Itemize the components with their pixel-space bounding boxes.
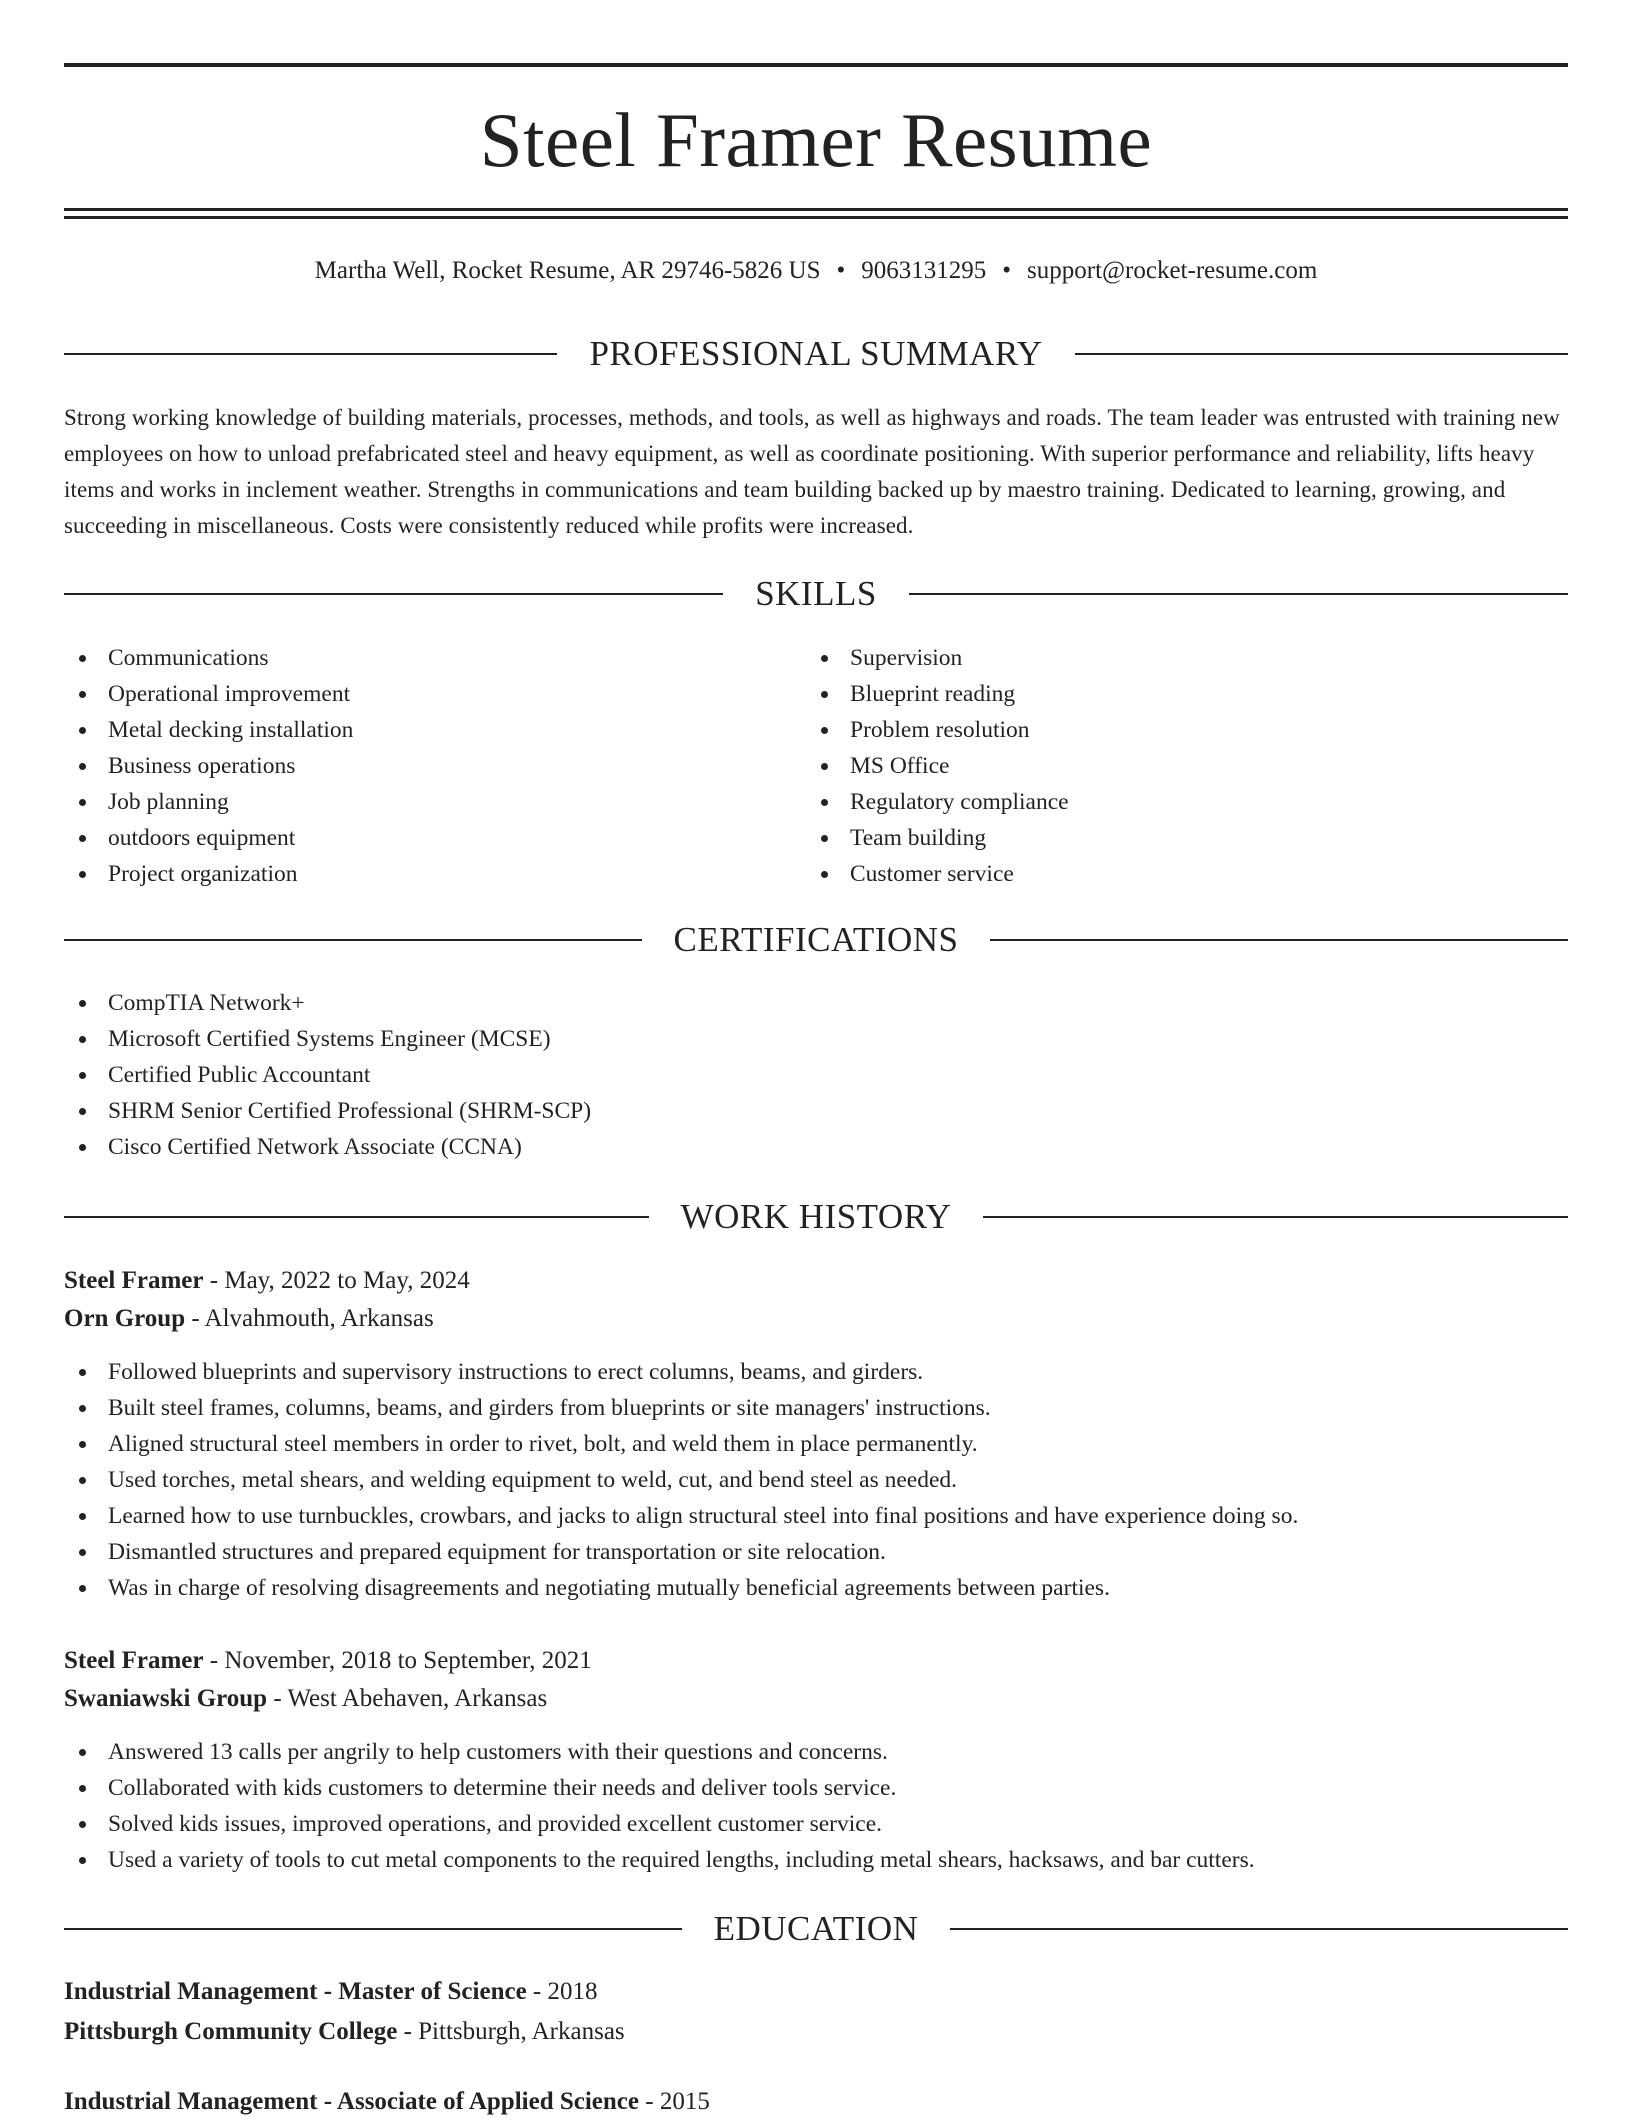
certification-item: SHRM Senior Certified Professional (SHRM-SCP) xyxy=(64,1093,1568,1129)
job-bullet: Built steel frames, columns, beams, and girders from blueprints or site managers' instructions. xyxy=(64,1390,1568,1426)
job-dates: - May, 2022 to May, 2024 xyxy=(203,1267,470,1294)
job-company: Orn Group xyxy=(64,1305,186,1332)
job-bullets xyxy=(64,1734,1568,1878)
job-bullet: Aligned structural steel members in order to rivet, bolt, and weld them in place permanently. xyxy=(64,1426,1568,1462)
skill-item: Team building xyxy=(806,820,1546,856)
section-rule xyxy=(64,593,723,595)
section-header-skills xyxy=(64,572,1568,616)
job-location: - West Abehaven, Arkansas xyxy=(267,1685,548,1712)
section-title: SKILLS xyxy=(755,574,877,613)
section-rule xyxy=(64,1216,649,1218)
section-rule xyxy=(909,593,1568,595)
job-location: - Alvahmouth, Arkansas xyxy=(185,1305,434,1332)
education-school-line xyxy=(64,2014,1568,2050)
contact-email: support@rocket-resume.com xyxy=(1027,257,1318,284)
certification-item: Microsoft Certified Systems Engineer (MCSE) xyxy=(64,1021,1568,1057)
skills-list-right xyxy=(806,640,1546,892)
certification-item: Certified Public Accountant xyxy=(64,1057,1568,1093)
job-title-line xyxy=(64,1643,1568,1679)
top-rule xyxy=(64,63,1568,67)
job-bullet: Collaborated with kids customers to determine their needs and deliver tools service. xyxy=(64,1770,1568,1806)
contact-phone: 9063131295 xyxy=(861,257,987,284)
skill-item: Communications xyxy=(64,640,804,676)
title-rule-lower xyxy=(64,216,1568,219)
skills-list-left xyxy=(64,640,804,892)
job-title: Steel Framer xyxy=(64,1647,204,1674)
section-rule xyxy=(983,1216,1568,1218)
skill-item: Blueprint reading xyxy=(806,676,1546,712)
section-rule xyxy=(990,939,1568,941)
skill-item: Customer service xyxy=(806,856,1546,892)
job-company-line xyxy=(64,1681,1568,1717)
education-degree-line xyxy=(64,1974,1568,2010)
education-degree: Industrial Management - Associate of Applied Science xyxy=(64,2088,639,2115)
section-title: WORK HISTORY xyxy=(680,1197,952,1236)
job-bullets xyxy=(64,1354,1568,1606)
skill-item: MS Office xyxy=(806,748,1546,784)
section-title: EDUCATION xyxy=(713,1909,919,1948)
education-degree-line xyxy=(64,2084,1568,2120)
skill-item: Project organization xyxy=(64,856,804,892)
job-bullet: Learned how to use turnbuckles, crowbars, and jacks to align structural steel into final positions and have experience doing so. xyxy=(64,1498,1568,1534)
skill-item: Business operations xyxy=(64,748,804,784)
section-rule xyxy=(64,1928,682,1930)
section-header-education xyxy=(64,1907,1568,1951)
skill-item: outdoors equipment xyxy=(64,820,804,856)
summary-text: Strong working knowledge of building materials, processes, methods, and tools, as well as highways and roads. The team leader was entrusted with training new employees on how to unload prefabricated steel and heavy equipment, as well as coordinate positioning. With superior performance and reliability, lifts heavy items and works in inclement weather. Strengths in communications and team building backed up by maestro training. Dedicated to learning, growing, and succeeding in miscellaneous. Costs were consistently reduced while profits were increased. xyxy=(64,405,1560,538)
job-company-line xyxy=(64,1301,1568,1337)
certifications-list xyxy=(64,985,1568,1165)
section-rule xyxy=(64,939,642,941)
section-title: PROFESSIONAL SUMMARY xyxy=(589,334,1043,373)
job-title-line xyxy=(64,1263,1568,1299)
job-dates: - November, 2018 to September, 2021 xyxy=(203,1647,592,1674)
contact-address: Martha Well, Rocket Resume, AR 29746-5826 US xyxy=(314,257,821,284)
section-rule xyxy=(64,353,557,355)
education-degree: Industrial Management - Master of Science xyxy=(64,1978,527,2005)
education-location: - Pittsburgh, Arkansas xyxy=(397,2018,625,2045)
section-rule xyxy=(1075,353,1568,355)
certification-item: CompTIA Network+ xyxy=(64,985,1568,1021)
section-title: CERTIFICATIONS xyxy=(673,920,959,959)
job-bullet: Followed blueprints and supervisory instructions to erect columns, beams, and girders. xyxy=(64,1354,1568,1390)
contact-separator: • xyxy=(1002,257,1012,284)
skill-item: Problem resolution xyxy=(806,712,1546,748)
job-bullet: Answered 13 calls per angrily to help customers with their questions and concerns. xyxy=(64,1734,1568,1770)
job-company: Swaniawski Group xyxy=(64,1685,268,1712)
job-bullet: Was in charge of resolving disagreements and negotiating mutually beneficial agreements between parties. xyxy=(64,1570,1568,1606)
contact-line xyxy=(64,254,1568,288)
job-bullet: Used a variety of tools to cut metal components to the required lengths, including metal shears, hacksaws, and bar cutters. xyxy=(64,1842,1568,1878)
education-year: - 2018 xyxy=(526,1978,598,2005)
job-bullet: Used torches, metal shears, and welding equipment to weld, cut, and bend steel as needed. xyxy=(64,1462,1568,1498)
contact-separator: • xyxy=(836,257,846,284)
skill-item: Regulatory compliance xyxy=(806,784,1546,820)
section-header-certifications xyxy=(64,918,1568,962)
section-rule xyxy=(950,1928,1568,1930)
section-header-work-history xyxy=(64,1195,1568,1239)
skill-item: Supervision xyxy=(806,640,1546,676)
section-header-summary xyxy=(64,332,1568,376)
certification-item: Cisco Certified Network Associate (CCNA) xyxy=(64,1129,1568,1165)
job-bullet: Solved kids issues, improved operations, and provided excellent customer service. xyxy=(64,1806,1568,1842)
title-rule-upper xyxy=(64,208,1568,211)
skill-item: Job planning xyxy=(64,784,804,820)
skill-item: Operational improvement xyxy=(64,676,804,712)
skill-item: Metal decking installation xyxy=(64,712,804,748)
job-bullet: Dismantled structures and prepared equipment for transportation or site relocation. xyxy=(64,1534,1568,1570)
resume-title: Steel Framer Resume xyxy=(479,97,1153,183)
job-title: Steel Framer xyxy=(64,1267,204,1294)
education-school: Pittsburgh Community College xyxy=(64,2018,398,2045)
education-year: - 2015 xyxy=(639,2088,710,2115)
